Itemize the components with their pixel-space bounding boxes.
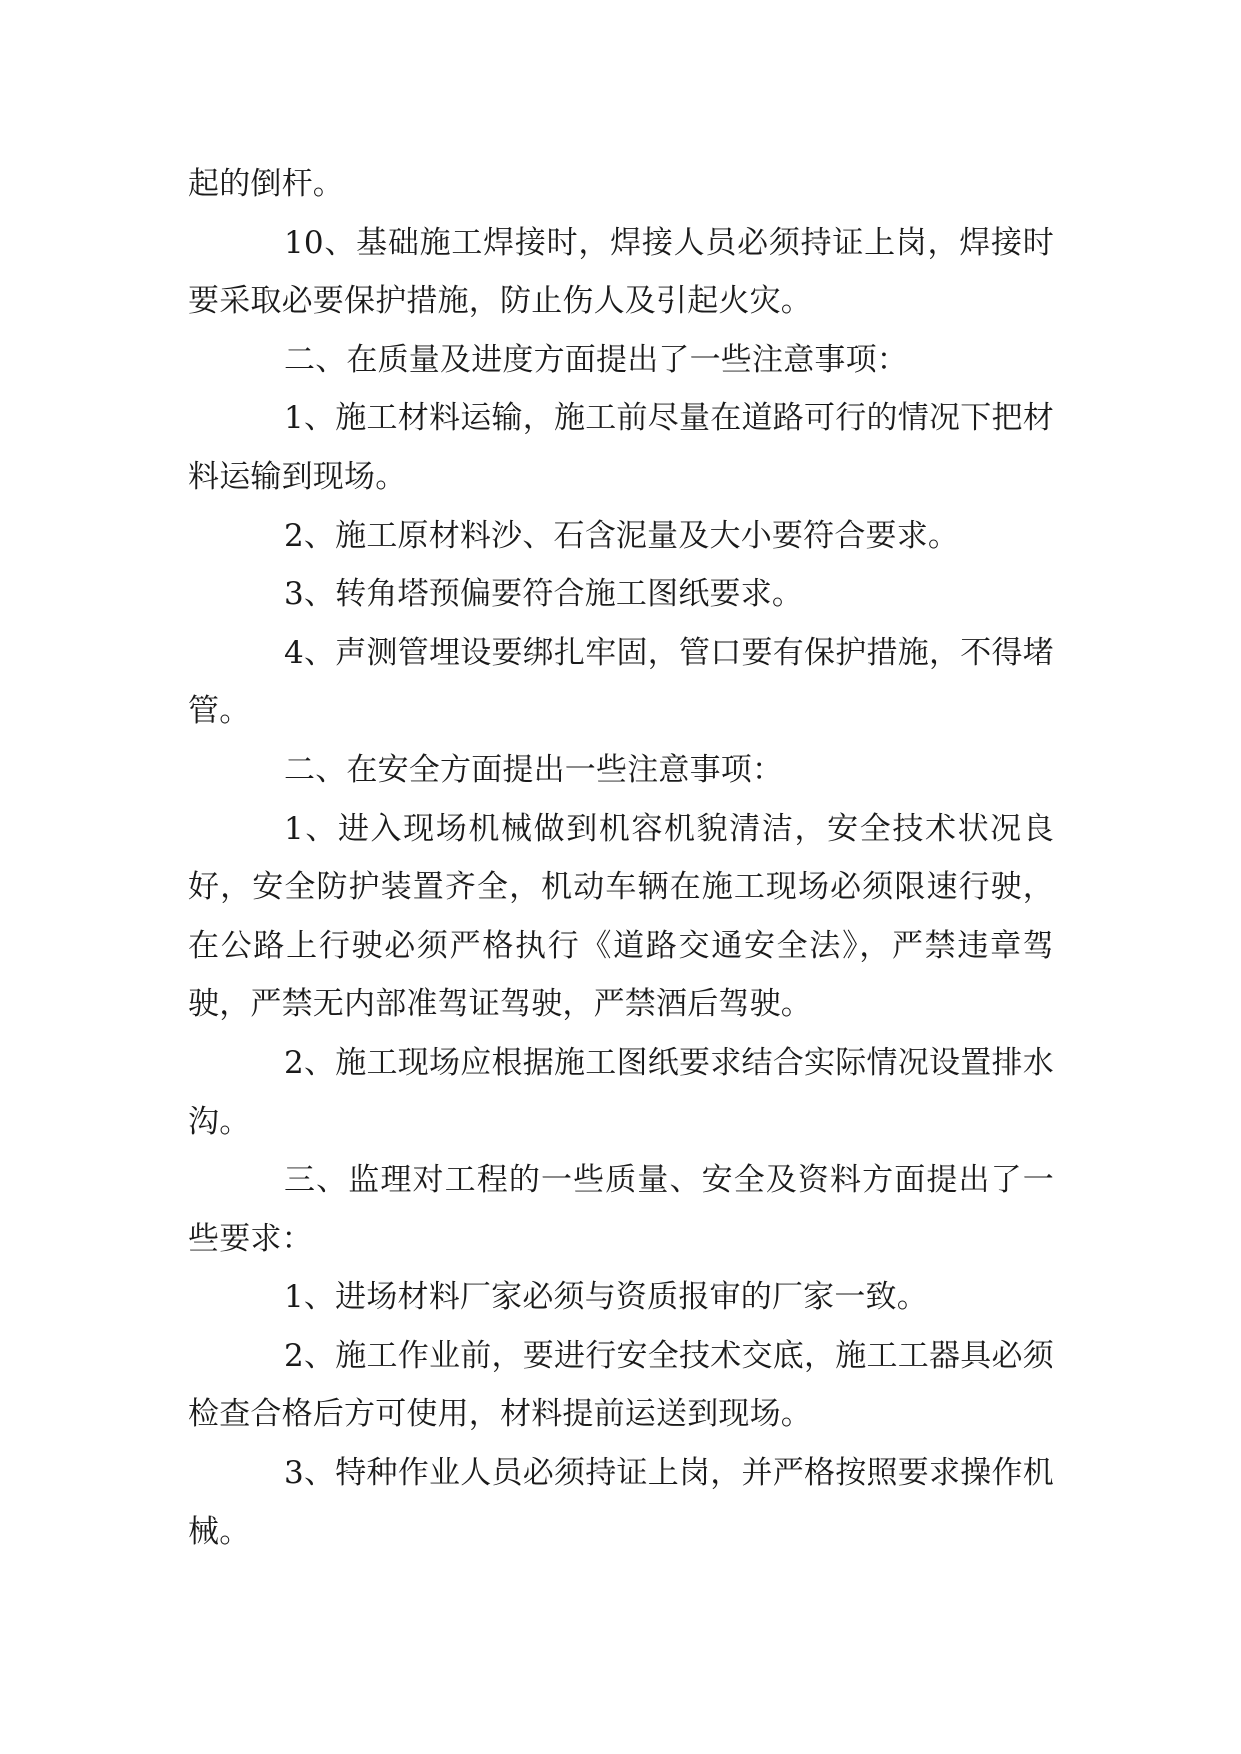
paragraph-item-1-manufacturer: 1、进场材料厂家必须与资质报审的厂家一致。 <box>284 1279 928 1316</box>
paragraph-item-3-special-operators: 3、特种作业人员必须持证上岗，并严格按照要求操作机械。 <box>188 1455 1054 1550</box>
paragraph-item-10-welding: 10、基础施工焊接时，焊接人员必须持证上岗，焊接时要采取必要保护措施，防止伤人及引起火灾。 <box>188 224 1054 320</box>
section-heading-quality-progress: 二、在质量及进度方面提出了一些注意事项： <box>284 341 908 378</box>
paragraph-item-3-corner-tower: 3、转角塔预偏要符合施工图纸要求。 <box>284 576 804 613</box>
document-body <box>188 155 1054 1561</box>
paragraph-item-1-machinery-vehicles: 1、进入现场机械做到机容机貌清洁，安全技术状况良好，安全防护装置齐全，机动车辆在施工现场必须限速行驶，在公路上行驶必须严格执行《道路交通安全法》，严禁违章驾驶，严禁无内部准驾证驾驶，严禁酒后驾驶。 <box>188 810 1054 1023</box>
section-heading-safety: 二、在安全方面提出一些注意事项： <box>284 751 784 788</box>
paragraph-item-2-drainage: 2、施工现场应根据施工图纸要求结合实际情况设置排水沟。 <box>188 1044 1054 1140</box>
paragraph-item-1-material-transport: 1、施工材料运输，施工前尽量在道路可行的情况下把材料运输到现场。 <box>188 400 1054 495</box>
paragraph-item-2-safety-briefing: 2、施工作业前，要进行安全技术交底，施工工器具必须检查合格后方可使用，材料提前运送到现场。 <box>188 1337 1054 1433</box>
paragraph-item-2-raw-materials: 2、施工原材料沙、石含泥量及大小要符合要求。 <box>284 517 960 554</box>
section-heading-supervision: 三、监理对工程的一些质量、安全及资料方面提出了一些要求： <box>188 1162 1054 1257</box>
paragraph-continuation: 起的倒杆。 <box>188 166 344 202</box>
paragraph-item-4-sound-tube: 4、声测管埋设要绑扎牢固，管口要有保护措施，不得堵管。 <box>188 634 1054 730</box>
